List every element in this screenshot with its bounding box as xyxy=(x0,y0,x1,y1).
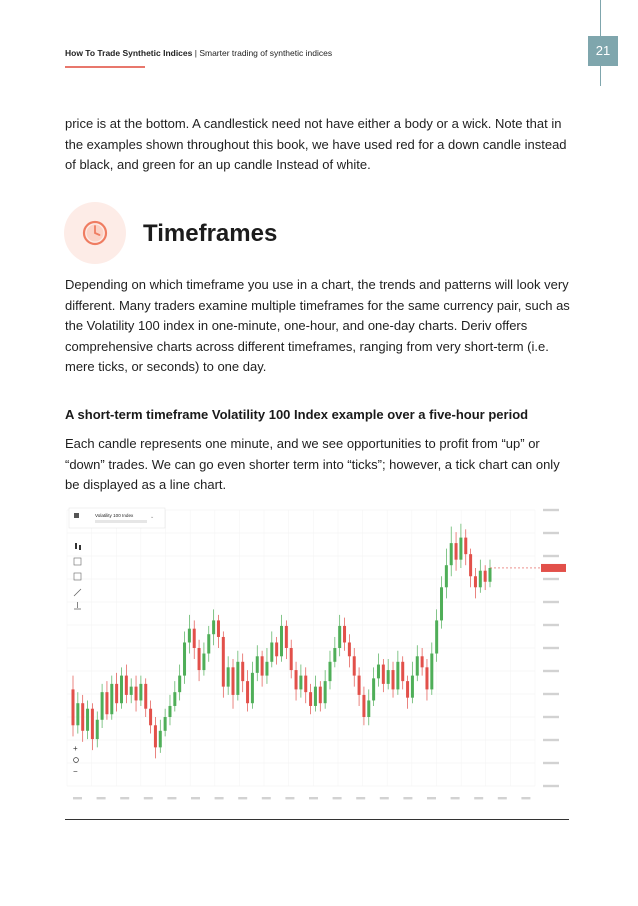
y-tick-label xyxy=(543,693,559,695)
candle-body xyxy=(246,681,249,703)
candle-body xyxy=(479,571,482,588)
candle-body xyxy=(183,642,186,675)
y-tick-label xyxy=(543,647,559,649)
candle-body xyxy=(125,676,128,695)
candle-body xyxy=(455,543,458,560)
y-tick-label xyxy=(543,716,559,718)
candle-body xyxy=(164,717,167,731)
candle-body xyxy=(193,629,196,648)
zoom-out-icon[interactable]: − xyxy=(73,767,78,776)
x-tick-label xyxy=(309,797,318,799)
header-rule xyxy=(65,66,145,68)
y-tick-label xyxy=(543,509,559,511)
candle-body xyxy=(96,720,99,739)
candle-body xyxy=(110,684,113,714)
candle-body xyxy=(469,554,472,576)
candle-body xyxy=(188,629,191,643)
candle-body xyxy=(411,676,414,698)
x-tick-label xyxy=(215,797,224,799)
candle-body xyxy=(270,642,273,661)
running-header xyxy=(65,48,332,58)
y-tick-label xyxy=(543,624,559,626)
candle-body xyxy=(202,654,205,671)
legend-title: Volatility 100 Index xyxy=(95,513,134,518)
chart-legend xyxy=(69,508,165,528)
candle-body xyxy=(105,692,108,714)
candle-body xyxy=(488,568,491,582)
candle-body xyxy=(309,692,312,706)
candle-body xyxy=(227,667,230,686)
candle-body xyxy=(275,642,278,656)
candle-body xyxy=(236,662,239,695)
candle-body xyxy=(217,620,220,637)
candle-body xyxy=(207,634,210,653)
candle-body xyxy=(149,709,152,726)
x-tick-label xyxy=(380,797,389,799)
section-title: Timeframes xyxy=(143,220,278,247)
x-tick-label xyxy=(120,797,129,799)
candle-body xyxy=(178,676,181,693)
candle-body xyxy=(396,662,399,690)
candle-body xyxy=(358,676,361,695)
candle-body xyxy=(392,670,395,689)
candle-body xyxy=(222,637,225,687)
candle-body xyxy=(71,689,74,725)
x-tick-label xyxy=(144,797,153,799)
x-tick-label xyxy=(498,797,507,799)
candle-body xyxy=(256,656,259,673)
candle-body xyxy=(445,565,448,587)
candle-body xyxy=(76,703,79,725)
bottom-rule xyxy=(65,819,569,820)
candle-body xyxy=(265,662,268,676)
current-price-badge xyxy=(541,564,566,572)
candle-body xyxy=(353,656,356,675)
candle-body xyxy=(435,620,438,653)
candle-body xyxy=(290,648,293,670)
x-tick-label xyxy=(403,797,412,799)
candle-body xyxy=(130,687,133,695)
candle-body xyxy=(154,725,157,747)
x-tick-label xyxy=(427,797,436,799)
x-tick-label xyxy=(333,797,342,799)
candle-body xyxy=(367,700,370,717)
candle-body xyxy=(232,667,235,695)
candle-body xyxy=(168,706,171,717)
candle-body xyxy=(120,676,123,704)
candle-body xyxy=(387,670,390,684)
candle-body xyxy=(401,662,404,681)
candle-body xyxy=(135,687,138,701)
candle-body xyxy=(425,667,428,689)
x-tick-label xyxy=(73,797,82,799)
paragraph-timeframes: Depending on which timeframe you use in a chart, the trends and patterns will look very different. Many traders examine multiple timeframes for the same currency pair, such as the Volatility 100 index in one-minute, one-hour, and one-day charts. Deriv offers comprehensive charts across different timeframes, ranging from very short-term (i.e. mere ticks, or seconds) to one day. xyxy=(65,277,570,374)
candle-body xyxy=(101,692,104,720)
candle-body xyxy=(484,571,487,582)
candle-body xyxy=(416,656,419,675)
y-tick-label xyxy=(543,601,559,603)
candle-body xyxy=(261,656,264,675)
candle-body xyxy=(372,678,375,700)
header-title: How To Trade Synthetic Indices xyxy=(65,48,193,58)
candle-body xyxy=(159,731,162,748)
section-icon-badge xyxy=(64,202,126,264)
candle-body xyxy=(295,670,298,689)
y-tick-label xyxy=(543,785,559,787)
candle-body xyxy=(324,681,327,703)
candle-body xyxy=(377,665,380,679)
x-tick-label xyxy=(238,797,247,799)
candle-body xyxy=(212,620,215,634)
candle-body xyxy=(333,648,336,662)
x-tick-label xyxy=(262,797,271,799)
legend-symbol-icon xyxy=(74,513,79,518)
candle-body xyxy=(338,626,341,648)
candle-body xyxy=(459,538,462,560)
candle-body xyxy=(430,654,433,690)
x-tick-label xyxy=(97,797,106,799)
y-tick-label xyxy=(543,532,559,534)
candle-body xyxy=(328,662,331,681)
x-tick-label xyxy=(474,797,483,799)
candle-body xyxy=(440,587,443,620)
candle-body xyxy=(86,709,89,731)
candle-body xyxy=(406,681,409,698)
candle-body xyxy=(299,676,302,690)
x-tick-label xyxy=(285,797,294,799)
candle-body xyxy=(280,626,283,656)
candle-body xyxy=(144,684,147,709)
candle-body xyxy=(421,656,424,667)
y-tick-label xyxy=(543,555,559,557)
x-tick-label xyxy=(356,797,365,799)
y-tick-label xyxy=(543,762,559,764)
candle-body xyxy=(304,676,307,693)
candle-body xyxy=(91,709,94,739)
x-tick-label xyxy=(167,797,176,799)
candle-body xyxy=(241,662,244,681)
candle-body xyxy=(362,695,365,717)
chevron-down-icon: ⌄ xyxy=(150,514,155,520)
candle-body xyxy=(348,642,351,656)
y-tick-label xyxy=(543,578,559,580)
x-tick-label xyxy=(191,797,200,799)
y-tick-label xyxy=(543,670,559,672)
page-number: 21 xyxy=(588,36,618,66)
example-subheading: A short-term timeframe Volatility 100 Index example over a five-hour period xyxy=(65,407,529,422)
paragraph-candle-explanation: Each candle represents one minute, and we see opportunities to profit from “up” or “down” trades. We can go even shorter term into “ticks”; however, a tick chart can only be displayed as a line chart. xyxy=(65,436,560,492)
x-tick-label xyxy=(521,797,530,799)
candle-body xyxy=(450,543,453,565)
candle-body xyxy=(314,687,317,706)
y-tick-label xyxy=(543,739,559,741)
candle-body xyxy=(474,576,477,587)
candle-body xyxy=(382,665,385,684)
header-subtitle: | Smarter trading of synthetic indices xyxy=(194,48,333,58)
candle-body xyxy=(139,684,142,701)
paragraph-candlestick-intro: price is at the bottom. A candlestick need not have either a body or a wick. Note that in the examples shown throughout this book, we have used red for a down candle instead of black, and green for an up candle Instead of white. xyxy=(65,116,567,172)
candle-body xyxy=(81,703,84,731)
candle-body xyxy=(173,692,176,706)
candle-body xyxy=(343,626,346,643)
x-tick-label xyxy=(451,797,460,799)
zoom-in-icon[interactable]: + xyxy=(73,744,78,753)
volatility-chart xyxy=(65,502,575,804)
candle-body xyxy=(198,648,201,670)
candle-body xyxy=(115,684,118,703)
candle-body xyxy=(285,626,288,648)
clock-icon xyxy=(64,202,126,264)
candle-body xyxy=(319,687,322,704)
candle-body xyxy=(464,538,467,555)
candle-body xyxy=(251,673,254,703)
